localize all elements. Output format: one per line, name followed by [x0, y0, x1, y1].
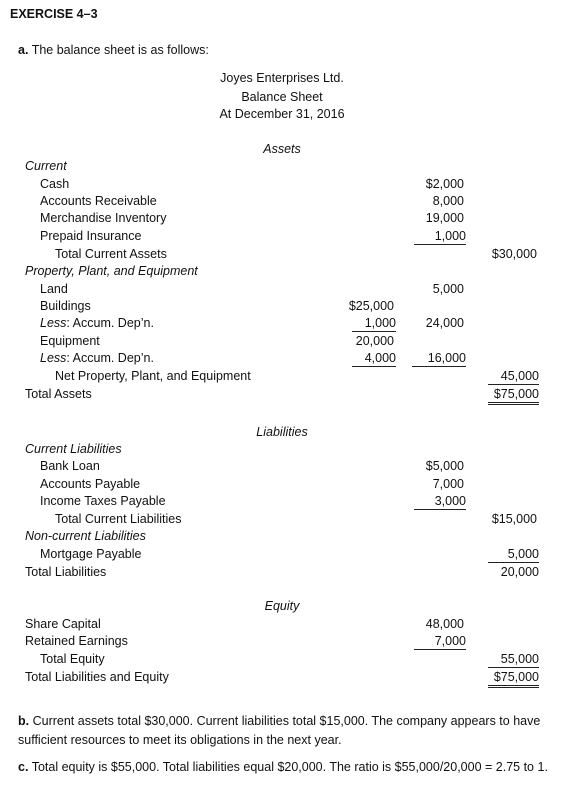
- ap-value: 7,000: [432, 477, 464, 491]
- equity-heading: Equity: [264, 599, 300, 613]
- share-capital-label: Share Capital: [25, 617, 101, 631]
- less-dep-bldg-label: [40, 315, 154, 331]
- share-capital-value: 48,000: [425, 617, 464, 631]
- total-current-liabilities-value: $15,000: [491, 512, 537, 526]
- part-c: [18, 758, 564, 777]
- less-dep-text: : Accum. Dep’n.: [66, 351, 154, 365]
- part-a-intro: [18, 42, 209, 58]
- net-ppe-value: 45,000: [488, 368, 539, 385]
- equipment-value: 20,000: [355, 334, 394, 348]
- less-dep-equip-value: 4,000: [352, 350, 396, 367]
- part-b-text: Current assets total $30,000. Current liabilities total $15,000. The company appears to have sufficient resources to meet its obligations in the next year.: [18, 714, 541, 747]
- total-assets-label: Total Assets: [25, 387, 92, 401]
- retained-earnings-value: 7,000: [414, 633, 466, 650]
- total-current-assets-label: Total Current Assets: [55, 247, 167, 261]
- inventory-label: Merchandise Inventory: [40, 211, 167, 225]
- net-buildings-value: 24,000: [425, 316, 464, 330]
- statement-date: At December 31, 2016: [219, 107, 345, 121]
- total-current-assets-value: $30,000: [491, 247, 537, 261]
- statement-title: Balance Sheet: [241, 90, 323, 104]
- exercise-title: EXERCISE 4–3: [10, 7, 98, 21]
- less-dep-equip-label: [40, 350, 154, 366]
- total-assets-value: $75,000: [488, 386, 539, 405]
- total-equity-value: 55,000: [488, 651, 539, 668]
- assets-heading: Assets: [263, 142, 301, 156]
- bank-loan-label: Bank Loan: [40, 459, 100, 473]
- mortgage-label: Mortgage Payable: [40, 547, 142, 561]
- bank-loan-value: $5,000: [425, 459, 464, 473]
- current-assets-heading: Current: [25, 159, 67, 173]
- buildings-label: Buildings: [40, 299, 91, 313]
- part-a-text: The balance sheet is as follows:: [31, 43, 209, 57]
- equipment-label: Equipment: [40, 334, 100, 348]
- total-liabilities-value: 20,000: [500, 565, 539, 579]
- prepaid-label: Prepaid Insurance: [40, 229, 142, 243]
- buildings-value: $25,000: [348, 299, 394, 313]
- net-ppe-label: Net Property, Plant, and Equipment: [55, 369, 251, 383]
- prepaid-value: 1,000: [414, 228, 466, 245]
- liabilities-heading: Liabilities: [256, 425, 308, 439]
- less-prefix: Less: [40, 351, 67, 365]
- part-c-text: Total equity is $55,000. Total liabilities equal $20,000. The ratio is $55,000/20,000 = 2.75 to 1.: [31, 760, 548, 774]
- total-liabilities-label: Total Liabilities: [25, 565, 107, 579]
- ap-label: Accounts Payable: [40, 477, 141, 491]
- total-current-liabilities-label: Total Current Liabilities: [55, 512, 182, 526]
- less-dep-bldg-value: 1,000: [352, 315, 396, 332]
- ar-value: 8,000: [432, 194, 464, 208]
- mortgage-value: 5,000: [488, 546, 539, 563]
- less-dep-text: : Accum. Dep’n.: [66, 316, 154, 330]
- part-b: [18, 712, 564, 750]
- cash-label: Cash: [40, 177, 70, 191]
- inventory-value: 19,000: [425, 211, 464, 225]
- ar-label: Accounts Receivable: [40, 194, 157, 208]
- total-liabilities-equity-label: Total Liabilities and Equity: [25, 670, 169, 684]
- land-value: 5,000: [432, 282, 464, 296]
- part-a-label: a.: [18, 43, 29, 57]
- part-c-label: c.: [18, 760, 29, 774]
- current-liabilities-heading: Current Liabilities: [25, 442, 122, 456]
- total-liabilities-equity-value: $75,000: [488, 669, 539, 688]
- land-label: Land: [40, 282, 68, 296]
- company-name: Joyes Enterprises Ltd.: [220, 71, 344, 85]
- net-equipment-value: 16,000: [412, 350, 466, 367]
- part-b-label: b.: [18, 714, 30, 728]
- retained-earnings-label: Retained Earnings: [25, 634, 128, 648]
- taxes-value: 3,000: [414, 493, 466, 510]
- taxes-label: Income Taxes Payable: [40, 494, 166, 508]
- cash-value: $2,000: [425, 177, 464, 191]
- less-prefix: Less: [40, 316, 67, 330]
- noncurrent-liabilities-heading: Non-current Liabilities: [25, 529, 146, 543]
- ppe-heading: Property, Plant, and Equipment: [25, 264, 198, 278]
- total-equity-label: Total Equity: [40, 652, 105, 666]
